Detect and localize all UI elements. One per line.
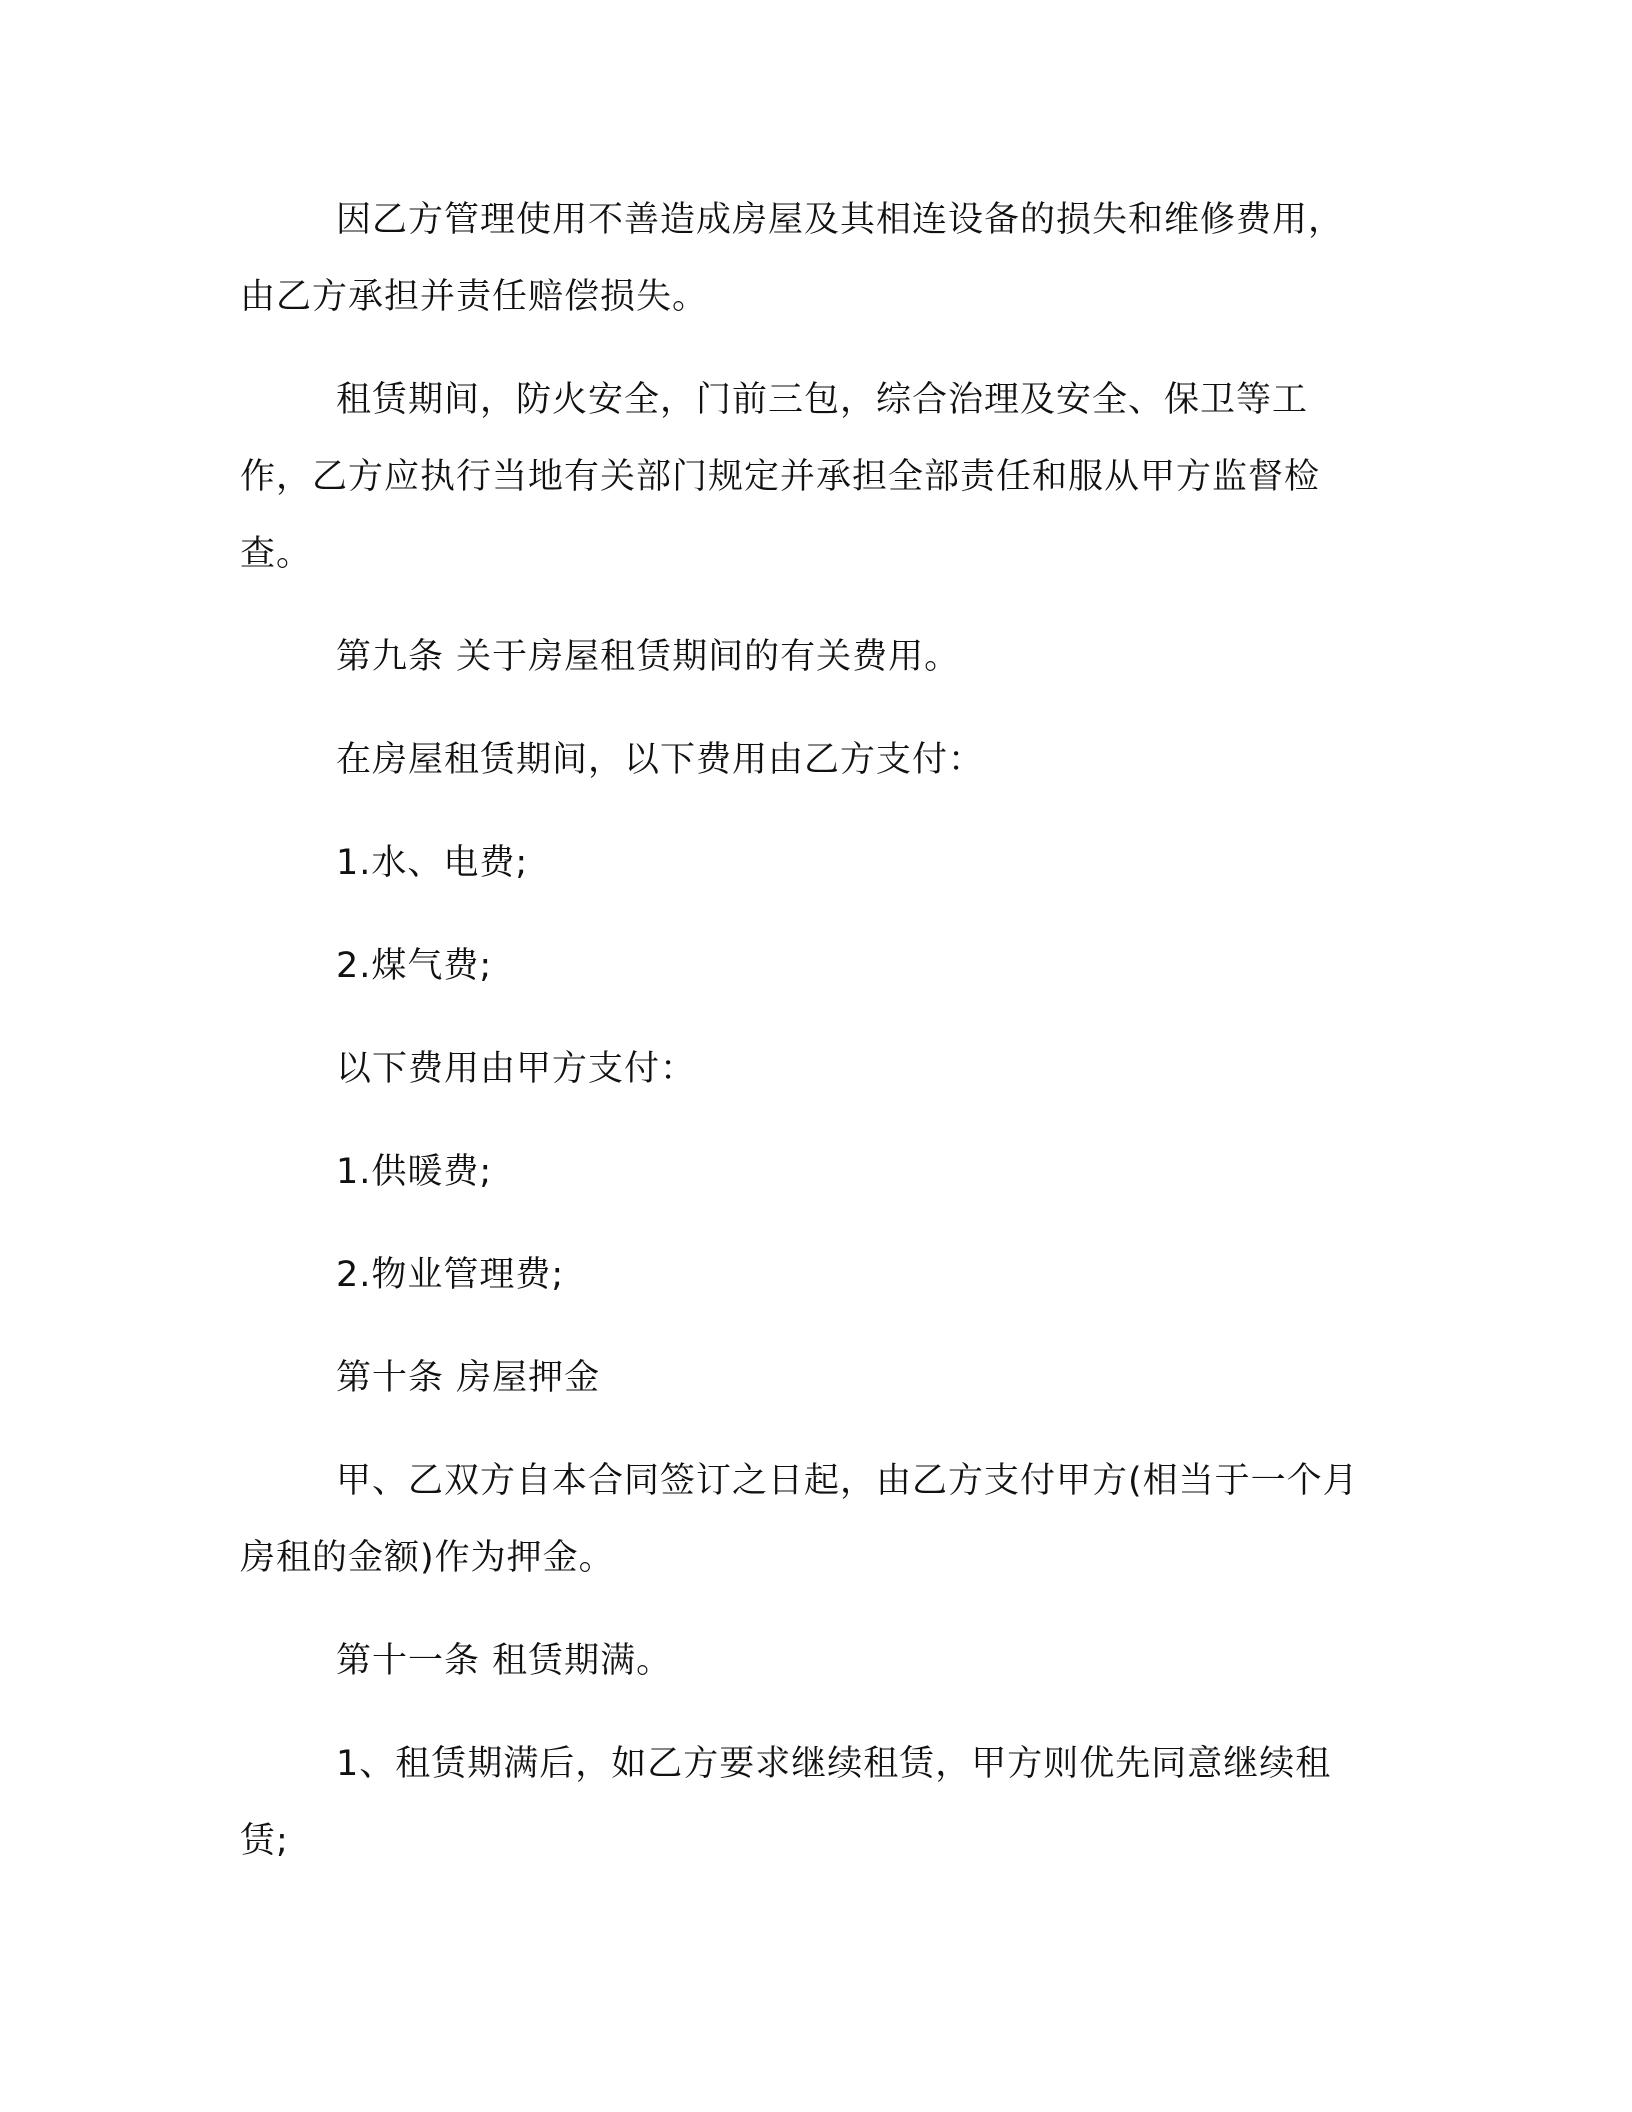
article-9-heading: 第九条 关于房屋租赁期间的有关费用。 [336, 637, 961, 677]
lease-renewal-paragraph: 1、租赁期满后，如乙方要求继续租赁，甲方则优先同意继续租赁; [240, 1744, 1332, 1861]
paragraph-safety-responsibility: 租赁期间，防火安全，门前三包，综合治理及安全、保卫等工作，乙方应执行当地有关部门规定并承担全部责任和服从甲方监督检查。 [240, 380, 1321, 574]
landlord-fee-item-1: 1.供暖费; [336, 1152, 493, 1192]
tenant-fee-item-1: 1.水、电费; [336, 843, 529, 883]
article-10-heading: 第十条 房屋押金 [336, 1358, 601, 1398]
article-11-heading: 第十一条 租赁期满。 [336, 1641, 673, 1681]
landlord-fee-item-2: 2.物业管理费; [336, 1255, 565, 1295]
deposit-paragraph: 甲、乙双方自本合同签订之日起，由乙方支付甲方(相当于一个月房租的金额)作为押金。 [240, 1461, 1359, 1578]
tenant-payment-intro: 在房屋租赁期间，以下费用由乙方支付： [336, 740, 985, 780]
landlord-payment-intro: 以下费用由甲方支付： [336, 1049, 697, 1089]
tenant-fee-item-2: 2.煤气费; [336, 946, 493, 986]
paragraph-damage-liability: 因乙方管理使用不善造成房屋及其相连设备的损失和维修费用，由乙方承担并责任赔偿损失。 [240, 200, 1345, 317]
